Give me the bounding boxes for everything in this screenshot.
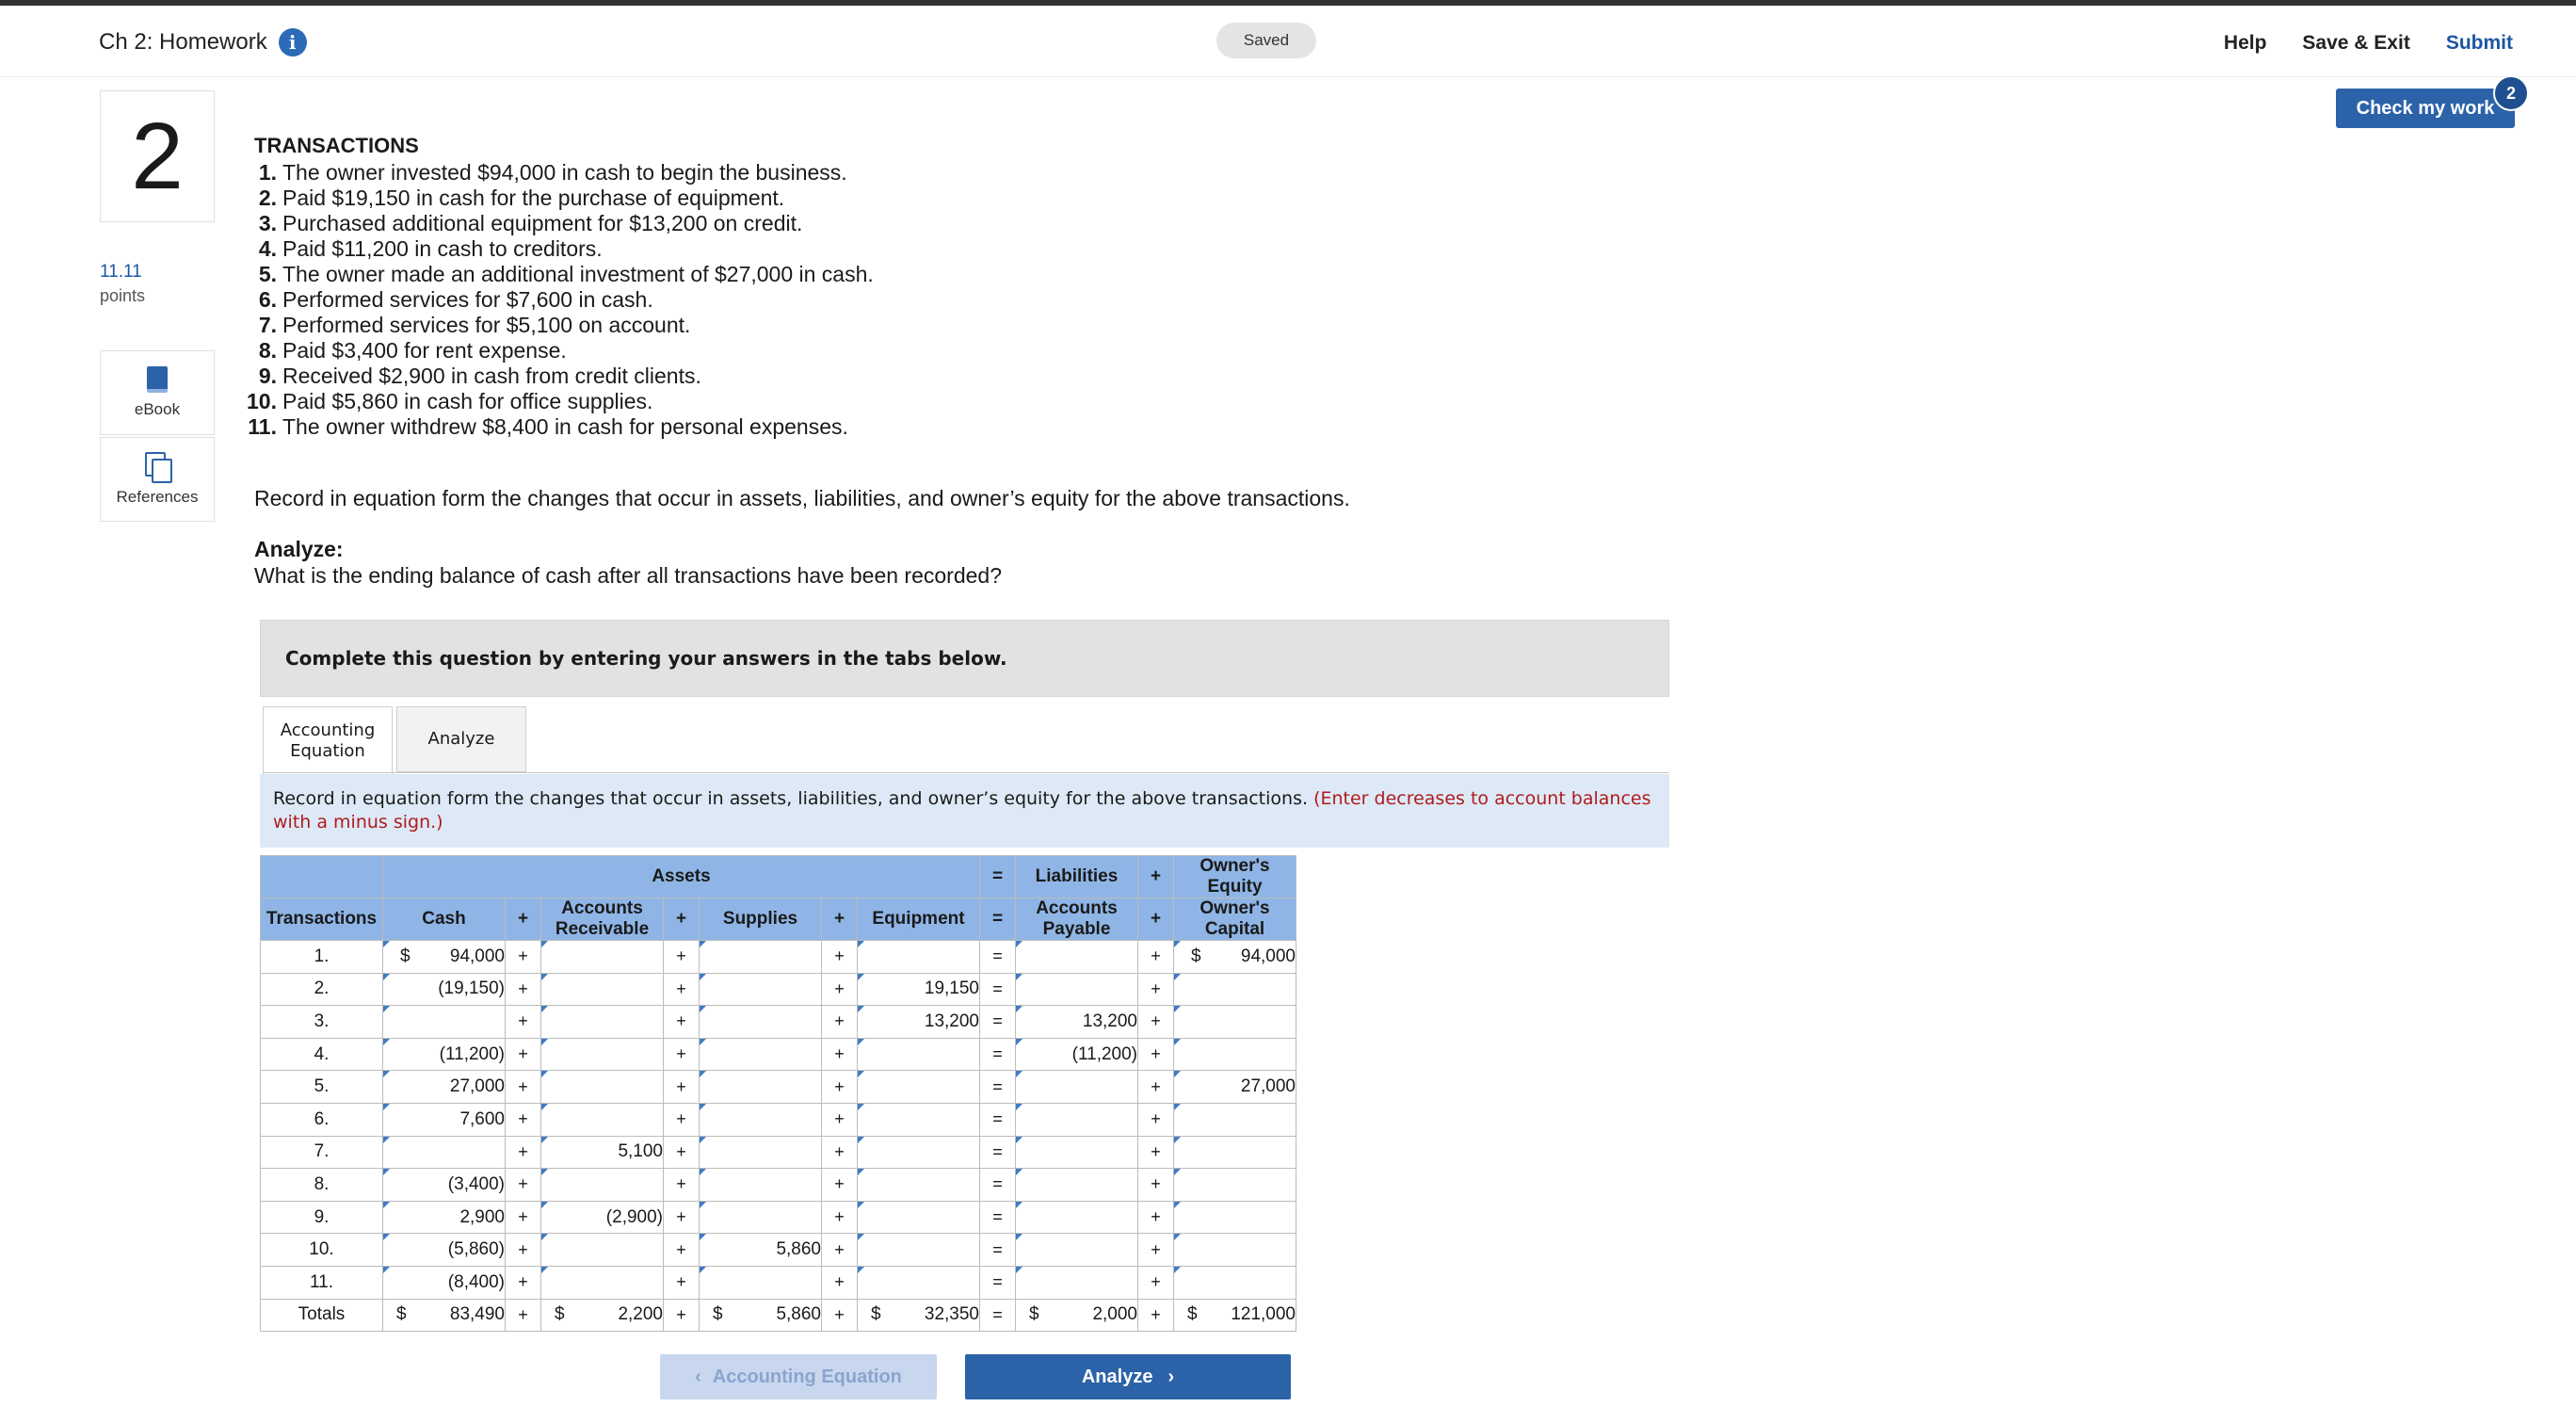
save-exit-link[interactable]: Save & Exit xyxy=(2302,32,2410,54)
oc-input[interactable] xyxy=(1174,1103,1296,1136)
oc-total xyxy=(1174,1299,1296,1332)
oc-line1: Owner's xyxy=(1199,898,1270,918)
equipment-input-value: 19,150 xyxy=(924,978,979,999)
table-row xyxy=(261,1071,1296,1104)
transaction-label: 7. xyxy=(261,1136,383,1169)
supplies-input-value: 5,860 xyxy=(776,1239,821,1260)
tab-instructions-main: Record in equation form the changes that occur in assets, liabilities, and owner’s equity for the above transactions. xyxy=(273,788,1309,809)
cash-input-value: (11,200) xyxy=(439,1043,505,1064)
totals-label: Totals xyxy=(261,1299,383,1332)
table-row xyxy=(261,973,1296,1006)
transaction-text: Purchased additional equipment for $13,200 on credit. xyxy=(282,211,803,235)
transaction-number: 8. xyxy=(258,338,277,363)
equals-sign: = xyxy=(980,1299,1016,1332)
plus-sign: + xyxy=(1138,1299,1174,1332)
ap-input-value: 13,200 xyxy=(1082,1011,1137,1031)
equipment-total xyxy=(858,1299,980,1332)
ap-input[interactable] xyxy=(1016,1006,1138,1039)
cash-input[interactable] xyxy=(383,1103,506,1136)
oc-input[interactable] xyxy=(1174,1169,1296,1202)
plus-sign: + xyxy=(822,1103,858,1136)
transaction-item xyxy=(254,186,1666,211)
equipment-input[interactable] xyxy=(858,1038,980,1071)
transaction-item xyxy=(254,364,1666,389)
transactions-heading: TRANSACTIONS xyxy=(254,134,419,157)
plus-col-header: + xyxy=(1138,898,1174,941)
dollar-sign: $ xyxy=(713,1304,723,1325)
ar-line1: Accounts xyxy=(561,898,643,918)
transaction-item xyxy=(254,262,1666,287)
assets-header: Assets xyxy=(383,856,980,898)
transaction-text: Paid $19,150 in cash for the purchase of equipment. xyxy=(282,186,785,210)
ar-col-header xyxy=(541,898,664,941)
analyze-question: What is the ending balance of cash after all transactions have been recorded? xyxy=(254,563,1002,588)
cash-input[interactable] xyxy=(383,1136,506,1169)
help-link[interactable]: Help xyxy=(2223,32,2267,54)
cash-input[interactable] xyxy=(383,1006,506,1039)
equals-sign: = xyxy=(980,973,1016,1006)
cash-input-value: 27,000 xyxy=(449,1076,505,1097)
plus-sign: + xyxy=(1138,1234,1174,1267)
oc-input[interactable] xyxy=(1174,1201,1296,1234)
transaction-text: Paid $3,400 for rent expense. xyxy=(282,338,567,363)
plus-col-header: + xyxy=(664,898,700,941)
tab-accounting-line1: Accounting xyxy=(280,720,376,740)
ar-input[interactable] xyxy=(541,1006,664,1039)
transaction-label: 6. xyxy=(261,1103,383,1136)
tab-accounting-equation[interactable] xyxy=(263,706,393,774)
oc-input[interactable] xyxy=(1174,941,1296,974)
cash-input[interactable] xyxy=(383,1201,506,1234)
cash-input-value: 94,000 xyxy=(449,946,505,966)
oc-input[interactable] xyxy=(1174,1136,1296,1169)
plus-sign: + xyxy=(822,1266,858,1299)
ar-total-value: 2,200 xyxy=(618,1304,663,1325)
plus-sign: + xyxy=(506,1006,541,1039)
ar-input[interactable] xyxy=(541,1038,664,1071)
plus-sign: + xyxy=(506,1266,541,1299)
transaction-number: 2. xyxy=(258,186,277,210)
plus-sign: + xyxy=(664,1038,700,1071)
cash-input-value: (19,150) xyxy=(438,978,505,999)
ar-input[interactable] xyxy=(541,973,664,1006)
cash-input-value: (8,400) xyxy=(447,1271,505,1292)
dollar-sign: $ xyxy=(396,1304,407,1325)
dollar-sign: $ xyxy=(400,946,411,966)
oc-input-value: 94,000 xyxy=(1240,946,1296,966)
table-row xyxy=(261,1201,1296,1234)
oc-input[interactable] xyxy=(1174,1266,1296,1299)
plus-sign: + xyxy=(664,1234,700,1267)
transaction-item xyxy=(254,287,1666,313)
supplies-input[interactable] xyxy=(700,1234,822,1267)
next-tab-button[interactable] xyxy=(965,1354,1291,1399)
table-row xyxy=(261,1136,1296,1169)
next-tab-label: Analyze xyxy=(1081,1366,1153,1387)
chevron-left-icon: ‹ xyxy=(695,1366,701,1387)
transaction-text: The owner withdrew $8,400 in cash for personal expenses. xyxy=(282,414,848,439)
ap-input[interactable] xyxy=(1016,941,1138,974)
info-icon[interactable]: i xyxy=(279,28,307,57)
ap-input[interactable] xyxy=(1016,973,1138,1006)
ar-input[interactable] xyxy=(541,1103,664,1136)
table-row xyxy=(261,1169,1296,1202)
plus-sign: + xyxy=(506,973,541,1006)
ap-line1: Accounts xyxy=(1036,898,1118,918)
transaction-text: The owner made an additional investment of $27,000 in cash. xyxy=(282,262,874,286)
transaction-number: 1. xyxy=(258,160,277,185)
owners-equity-line1: Owner's xyxy=(1199,856,1270,876)
check-attempts-badge: 2 xyxy=(2493,75,2529,111)
supplies-input[interactable] xyxy=(700,941,822,974)
ap-input[interactable] xyxy=(1016,1234,1138,1267)
ar-total xyxy=(541,1299,664,1332)
transaction-number: 5. xyxy=(258,262,277,286)
analyze-heading: Analyze: xyxy=(254,537,344,561)
equals-sign: = xyxy=(980,1266,1016,1299)
plus-sign: + xyxy=(506,1038,541,1071)
equals-sign: = xyxy=(980,1038,1016,1071)
equipment-input[interactable] xyxy=(858,1169,980,1202)
equals-sign: = xyxy=(980,1136,1016,1169)
ar-input[interactable] xyxy=(541,1136,664,1169)
oc-line2: Capital xyxy=(1204,919,1265,939)
oc-input[interactable] xyxy=(1174,1038,1296,1071)
equipment-input[interactable] xyxy=(858,941,980,974)
transaction-item xyxy=(254,160,1666,186)
plus-sign: + xyxy=(664,1201,700,1234)
oc-input-value: 27,000 xyxy=(1240,1076,1296,1097)
supplies-input[interactable] xyxy=(700,973,822,1006)
ap-input[interactable] xyxy=(1016,1169,1138,1202)
cash-input-value: 2,900 xyxy=(459,1206,505,1227)
owners-equity-line2: Equity xyxy=(1207,877,1263,897)
transaction-label: 5. xyxy=(261,1071,383,1104)
equipment-input-value: 13,200 xyxy=(924,1011,979,1031)
plus-sign: + xyxy=(664,1103,700,1136)
transaction-item xyxy=(254,211,1666,236)
transaction-number: 11. xyxy=(248,414,277,439)
cash-input[interactable] xyxy=(383,1234,506,1267)
supplies-input[interactable] xyxy=(700,1201,822,1234)
tab-instructions xyxy=(260,774,1669,848)
equipment-input[interactable] xyxy=(858,1234,980,1267)
ap-input[interactable] xyxy=(1016,1071,1138,1104)
liabilities-header: Liabilities xyxy=(1016,856,1138,898)
table-row xyxy=(261,1234,1296,1267)
ap-input[interactable] xyxy=(1016,1103,1138,1136)
ebook-label: eBook xyxy=(134,400,181,418)
plus-sign: + xyxy=(1138,1006,1174,1039)
plus-sign: + xyxy=(664,973,700,1006)
header-bar xyxy=(0,6,2576,77)
transaction-label: 11. xyxy=(261,1266,383,1299)
oc-total-value: 121,000 xyxy=(1231,1304,1296,1325)
plus-sign: + xyxy=(664,1169,700,1202)
transaction-label: 4. xyxy=(261,1038,383,1071)
supplies-col-header: Supplies xyxy=(700,898,822,941)
plus-sign: + xyxy=(822,1201,858,1234)
transaction-number: 7. xyxy=(258,313,277,337)
cash-total xyxy=(383,1299,506,1332)
transaction-number: 4. xyxy=(258,236,277,261)
dollar-sign: $ xyxy=(555,1304,565,1325)
plus-sign: + xyxy=(664,1006,700,1039)
equals-sign: = xyxy=(980,1006,1016,1039)
supplies-total-value: 5,860 xyxy=(776,1304,821,1325)
plus-sign: + xyxy=(1138,941,1174,974)
plus-header: + xyxy=(1138,856,1174,898)
transaction-item xyxy=(247,389,1666,414)
plus-sign: + xyxy=(822,1299,858,1332)
ebook-button[interactable] xyxy=(100,350,215,435)
table-row xyxy=(261,1006,1296,1039)
equipment-input[interactable] xyxy=(858,1136,980,1169)
ap-input[interactable] xyxy=(1016,1136,1138,1169)
transaction-label: 8. xyxy=(261,1169,383,1202)
cash-input-value: 7,600 xyxy=(459,1108,505,1129)
equals-col-header: = xyxy=(980,898,1016,941)
references-label: References xyxy=(116,488,199,506)
transaction-item xyxy=(254,338,1666,364)
plus-sign: + xyxy=(822,1136,858,1169)
equipment-input[interactable] xyxy=(858,1266,980,1299)
transaction-text: Paid $11,200 in cash to creditors. xyxy=(282,236,603,261)
plus-sign: + xyxy=(1138,1136,1174,1169)
dollar-sign: $ xyxy=(1191,946,1201,966)
header-row-groups xyxy=(261,856,1296,898)
table-row xyxy=(261,1266,1296,1299)
cash-input[interactable] xyxy=(383,1266,506,1299)
assignment-title-text: Ch 2: Homework xyxy=(99,29,267,55)
equals-sign: = xyxy=(980,1201,1016,1234)
plus-sign: + xyxy=(506,1103,541,1136)
oc-col-header xyxy=(1174,898,1296,941)
chevron-right-icon: › xyxy=(1167,1366,1175,1387)
cash-input[interactable] xyxy=(383,973,506,1006)
transaction-item xyxy=(254,313,1666,338)
transaction-text: Paid $5,860 in cash for office supplies. xyxy=(282,389,653,413)
transactions-list xyxy=(247,160,1666,440)
plus-sign: + xyxy=(1138,973,1174,1006)
plus-sign: + xyxy=(506,1169,541,1202)
plus-sign: + xyxy=(664,1071,700,1104)
ar-input[interactable] xyxy=(541,1234,664,1267)
plus-sign: + xyxy=(506,1201,541,1234)
plus-sign: + xyxy=(1138,1038,1174,1071)
equals-sign: = xyxy=(980,941,1016,974)
plus-sign: + xyxy=(1138,1169,1174,1202)
table-row xyxy=(261,941,1296,974)
transaction-text: Received $2,900 in cash from credit clients. xyxy=(282,364,701,388)
references-button[interactable] xyxy=(100,437,215,522)
plus-sign: + xyxy=(664,941,700,974)
assignment-title xyxy=(99,28,307,57)
transaction-label: 2. xyxy=(261,973,383,1006)
equipment-total-value: 32,350 xyxy=(924,1304,979,1325)
equipment-input[interactable] xyxy=(858,1103,980,1136)
ar-input[interactable] xyxy=(541,1266,664,1299)
complete-instruction-box: Complete this question by entering your answers in the tabs below. xyxy=(260,620,1669,697)
transaction-number: 10. xyxy=(247,389,277,413)
tab-analyze[interactable]: Analyze xyxy=(396,706,526,772)
ar-input[interactable] xyxy=(541,1201,664,1234)
tab-accounting-line2: Equation xyxy=(290,740,365,761)
ap-col-header xyxy=(1016,898,1138,941)
book-icon xyxy=(147,366,168,393)
cash-input[interactable] xyxy=(383,1071,506,1104)
supplies-input[interactable] xyxy=(700,1071,822,1104)
plus-sign: + xyxy=(822,1071,858,1104)
transaction-item xyxy=(254,236,1666,262)
dollar-sign: $ xyxy=(1029,1304,1039,1325)
transaction-label: 9. xyxy=(261,1201,383,1234)
oc-input[interactable] xyxy=(1174,1071,1296,1104)
accounting-equation-table xyxy=(260,855,1296,1332)
tab-instructions-note: (Enter decreases to account balances with a minus sign.) xyxy=(273,788,1651,833)
blank-header xyxy=(261,856,383,898)
dollar-sign: $ xyxy=(1187,1304,1198,1325)
equipment-input[interactable] xyxy=(858,973,980,1006)
submit-link[interactable]: Submit xyxy=(2445,32,2513,54)
plus-sign: + xyxy=(664,1266,700,1299)
cash-input[interactable] xyxy=(383,1169,506,1202)
ap-line2: Payable xyxy=(1042,919,1111,939)
equals-sign: = xyxy=(980,1071,1016,1104)
ar-input[interactable] xyxy=(541,941,664,974)
equals-header: = xyxy=(980,856,1016,898)
plus-sign: + xyxy=(506,941,541,974)
cash-input-value: (3,400) xyxy=(447,1173,505,1194)
cash-input-value: (5,860) xyxy=(447,1239,505,1260)
points-label: points xyxy=(100,286,146,305)
ar-input-value: (2,900) xyxy=(605,1206,663,1227)
oc-input[interactable] xyxy=(1174,1234,1296,1267)
plus-sign: + xyxy=(822,1006,858,1039)
plus-col-header: + xyxy=(506,898,541,941)
equipment-input[interactable] xyxy=(858,1006,980,1039)
equals-sign: = xyxy=(980,1169,1016,1202)
ap-input[interactable] xyxy=(1016,1266,1138,1299)
header-row-columns xyxy=(261,898,1296,941)
plus-sign: + xyxy=(822,941,858,974)
transaction-item xyxy=(248,414,1666,440)
ap-total-value: 2,000 xyxy=(1092,1304,1137,1325)
plus-sign: + xyxy=(822,1038,858,1071)
transaction-label: 10. xyxy=(261,1234,383,1267)
saved-status: Saved xyxy=(1216,23,1316,58)
plus-sign: + xyxy=(1138,1103,1174,1136)
supplies-input[interactable] xyxy=(700,1103,822,1136)
dollar-sign: $ xyxy=(871,1304,881,1325)
transaction-text: Performed services for $5,100 on account. xyxy=(282,313,691,337)
prev-tab-button[interactable] xyxy=(660,1354,937,1399)
equipment-input[interactable] xyxy=(858,1071,980,1104)
plus-sign: + xyxy=(506,1299,541,1332)
cash-col-header: Cash xyxy=(383,898,506,941)
ap-input-value: (11,200) xyxy=(1071,1043,1137,1064)
tab-divider xyxy=(263,772,1669,773)
transaction-number: 3. xyxy=(258,211,277,235)
supplies-input[interactable] xyxy=(700,1169,822,1202)
question-number: 2 xyxy=(100,90,215,222)
plus-sign: + xyxy=(822,1234,858,1267)
plus-sign: + xyxy=(506,1234,541,1267)
plus-col-header: + xyxy=(822,898,858,941)
ar-input[interactable] xyxy=(541,1071,664,1104)
question-content xyxy=(247,132,1666,440)
transaction-label: 1. xyxy=(261,941,383,974)
oc-input[interactable] xyxy=(1174,973,1296,1006)
transaction-number: 9. xyxy=(258,364,277,388)
record-instruction: Record in equation form the changes that occur in assets, liabilities, and owner’s equity for the above transactions. xyxy=(254,486,1350,510)
plus-sign: + xyxy=(664,1136,700,1169)
ap-input[interactable] xyxy=(1016,1038,1138,1071)
plus-sign: + xyxy=(506,1136,541,1169)
supplies-input[interactable] xyxy=(700,1136,822,1169)
plus-sign: + xyxy=(1138,1266,1174,1299)
table-row xyxy=(261,1038,1296,1071)
totals-row xyxy=(261,1299,1296,1332)
equipment-col-header: Equipment xyxy=(858,898,980,941)
supplies-input[interactable] xyxy=(700,1038,822,1071)
supplies-input[interactable] xyxy=(700,1266,822,1299)
plus-sign: + xyxy=(506,1071,541,1104)
transaction-label: 3. xyxy=(261,1006,383,1039)
equals-sign: = xyxy=(980,1234,1016,1267)
transaction-text: Performed services for $7,600 in cash. xyxy=(282,287,653,312)
cash-input[interactable] xyxy=(383,941,506,974)
owners-equity-header xyxy=(1174,856,1296,898)
transaction-text: The owner invested $94,000 in cash to begin the business. xyxy=(282,160,847,185)
plus-sign: + xyxy=(822,973,858,1006)
supplies-total xyxy=(700,1299,822,1332)
plus-sign: + xyxy=(1138,1201,1174,1234)
transactions-col-header: Transactions xyxy=(261,898,383,941)
plus-sign: + xyxy=(664,1299,700,1332)
oc-input[interactable] xyxy=(1174,1006,1296,1039)
check-my-work-button[interactable]: Check my work xyxy=(2336,89,2515,128)
cash-input[interactable] xyxy=(383,1038,506,1071)
table-row xyxy=(261,1103,1296,1136)
header-links xyxy=(2224,32,2513,55)
plus-sign: + xyxy=(1138,1071,1174,1104)
copy-documents-icon xyxy=(145,452,169,480)
cash-total-value: 83,490 xyxy=(449,1304,505,1325)
ar-input[interactable] xyxy=(541,1169,664,1202)
ap-input[interactable] xyxy=(1016,1201,1138,1234)
ar-input-value: 5,100 xyxy=(618,1141,663,1162)
equals-sign: = xyxy=(980,1103,1016,1136)
equation-body xyxy=(261,941,1296,1332)
supplies-input[interactable] xyxy=(700,1006,822,1039)
prev-tab-label: Accounting Equation xyxy=(712,1366,902,1387)
points-value: 11.11 xyxy=(100,262,142,282)
ap-total xyxy=(1016,1299,1138,1332)
plus-sign: + xyxy=(822,1169,858,1202)
transaction-number: 6. xyxy=(258,287,277,312)
equipment-input[interactable] xyxy=(858,1201,980,1234)
ar-line2: Receivable xyxy=(555,919,650,939)
